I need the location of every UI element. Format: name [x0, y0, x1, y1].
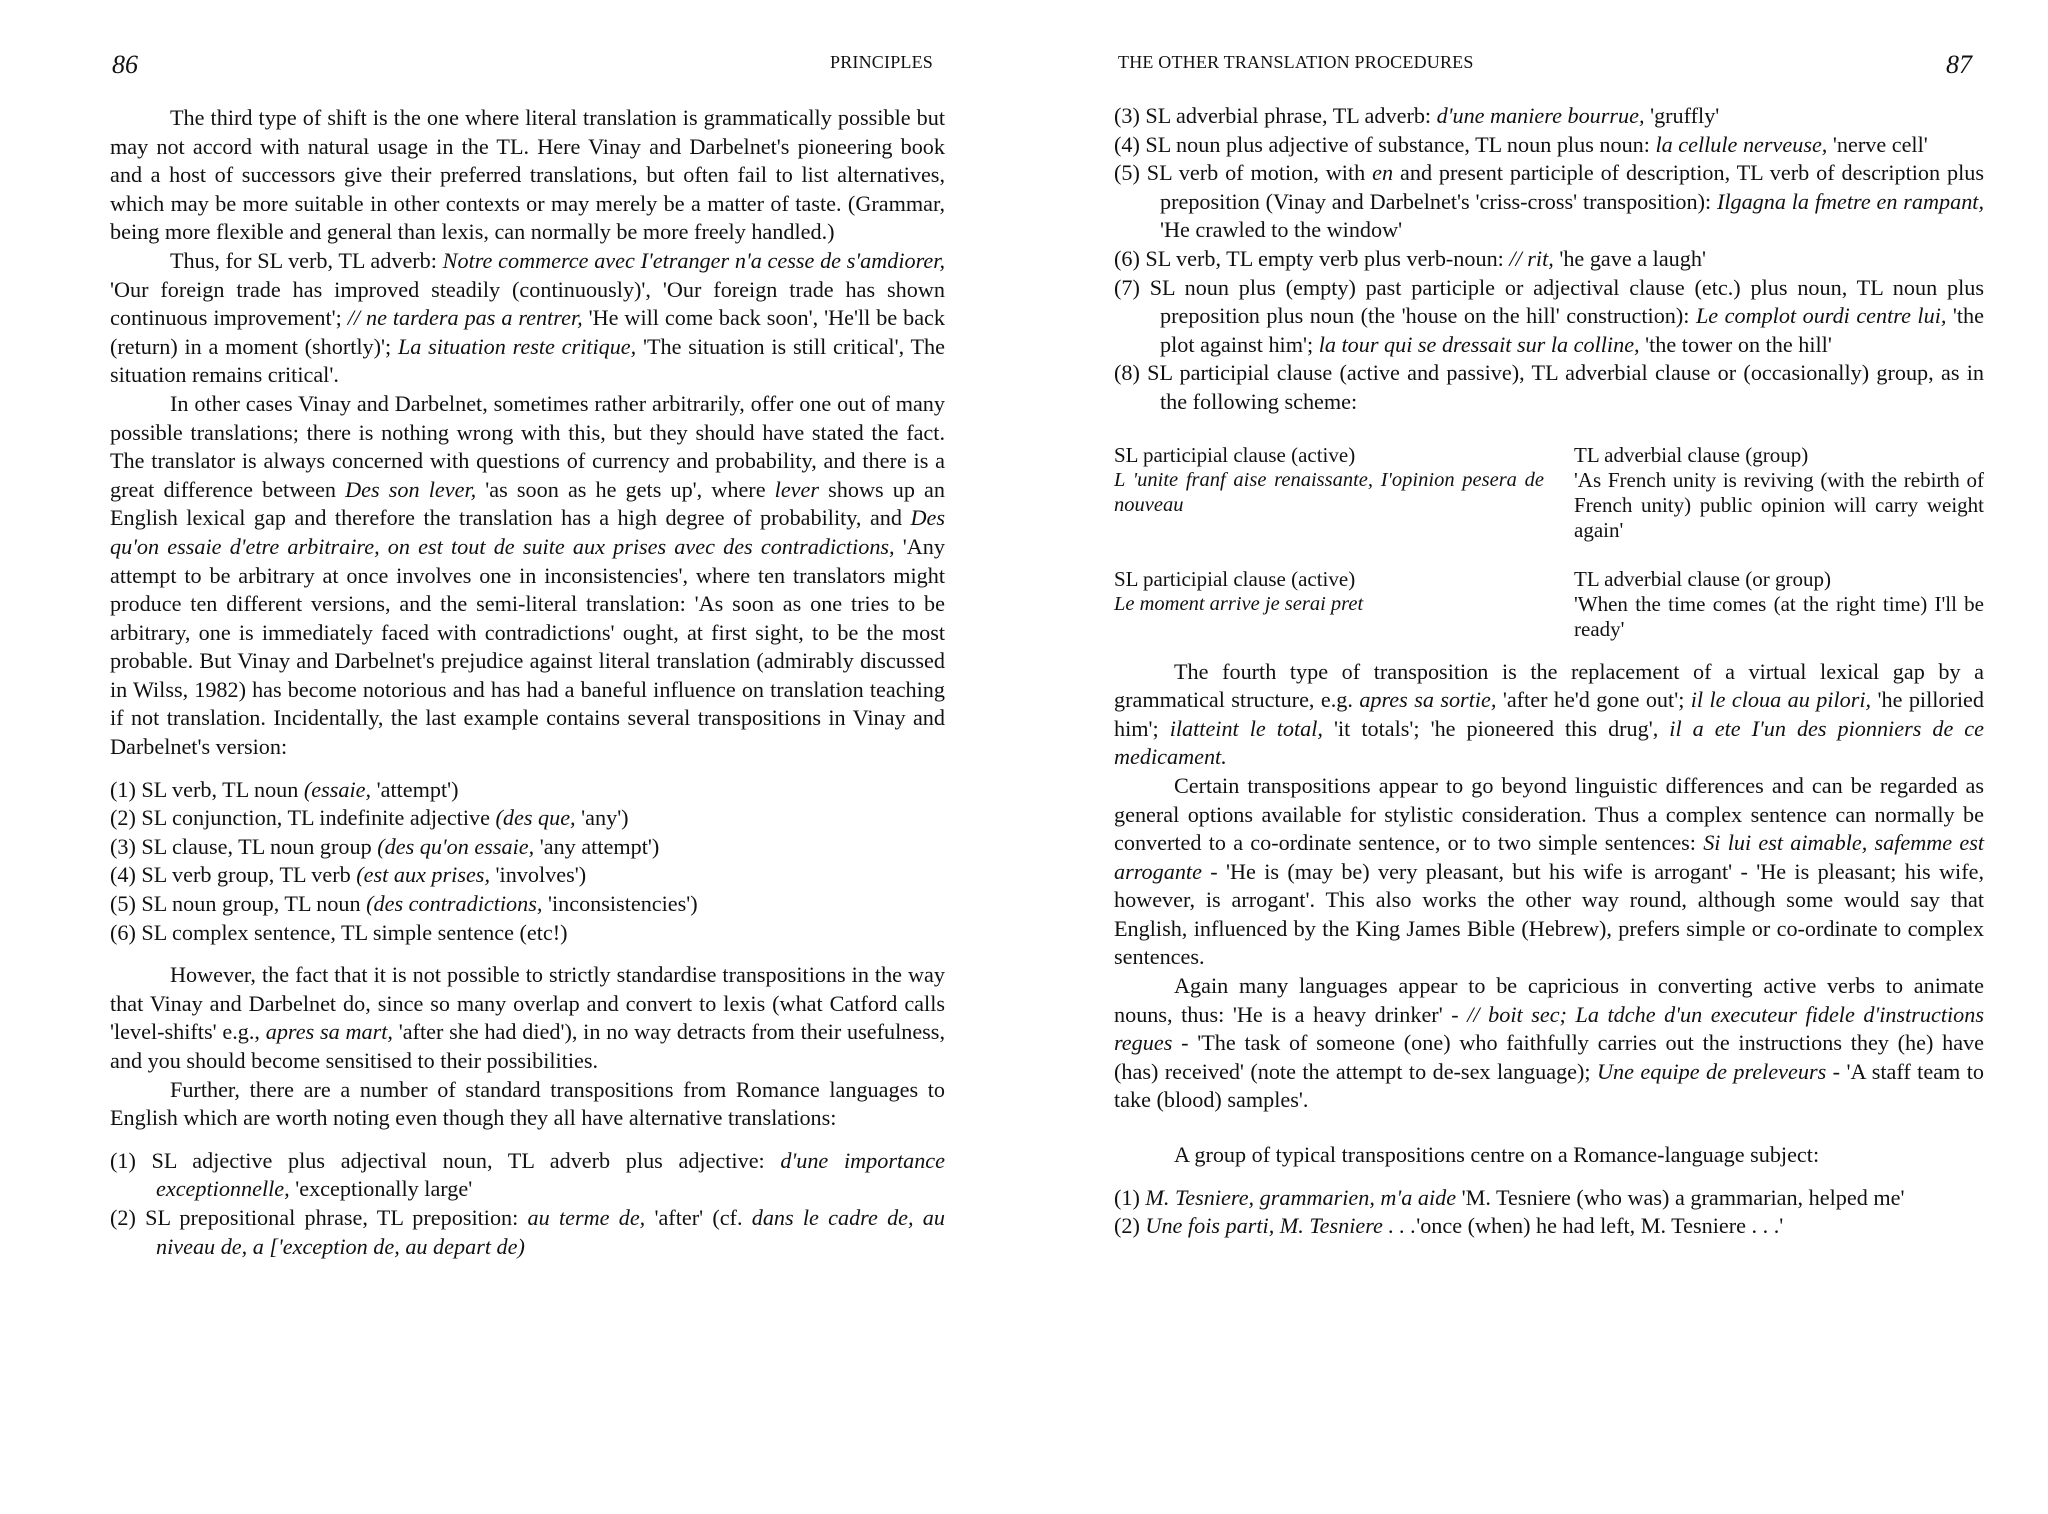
list-item: (4) SL noun plus adjective of substance, TL noun plus noun: la cellule nerveuse, 'nerve cell' [1114, 131, 1928, 157]
scheme-heading: TL adverbial clause (group) [1574, 442, 1809, 467]
scheme-heading: TL adverbial clause (or group) [1574, 566, 1831, 591]
list-item: (4) SL verb group, TL verb (est aux prises, 'involves') [110, 862, 587, 888]
scheme-example: Le moment arrive je serai pret [1114, 592, 1364, 615]
paragraph: Thus, for SL verb, TL adverb: Notre commerce avec I'etranger n'a cesse de s'amdiorer, 'Our foreign trade has improved steadily (continuously)', 'Our foreign trade has shown continuous improvement'; // ne tardera pas a rentrer, 'He will come back soon', 'He'll be back (return) in a moment (shortly)'; La situation reste critique, 'The situation is still critical', The situation remains critical'. [110, 247, 946, 388]
scheme-sl-cell [1114, 567, 1544, 642]
transposition-list [110, 776, 945, 948]
subject-transposition-list [1114, 1184, 1984, 1241]
list-item: (3) SL adverbial phrase, TL adverb: d'une maniere bourrue, 'gruffly' [1114, 103, 1720, 128]
participial-scheme [1114, 443, 1984, 642]
list-item: (5) SL noun group, TL noun (des contradictions, 'inconsistencies') [110, 891, 698, 917]
right-page-number: 87 [1946, 50, 1972, 79]
paragraph: However, the fact that it is not possible to strictly standardise transpositions in the way that Vinay and Darbelnet do, since so many overlap and convert to lexis (what Catford calls 'level-shifts' e.g., apres sa mart, 'after she had died'), in no way detracts from their usefulness, and you should become sensitised to their possibilities. [110, 962, 945, 1073]
list-item: (8) SL participial clause (active and passive), TL adverbial clause or (occasionally) group, as in the following scheme: [1114, 360, 1984, 414]
list-item: (1) M. Tesniere, grammarien, m'a aide 'M. Tesniere (who was) a grammarian, helped me' [1114, 1184, 1905, 1210]
scheme-example: L 'unite franf aise renaissante, I'opinion pesera de nouveau [1114, 468, 1544, 516]
paragraph: Certain transpositions appear to go beyond linguistic differences and can be regarded as general options available for stylistic consideration. Thus a complex sentence can normally be converted to a co-ordinate sentence, or to two simple sentences: Si lui est aimable, safemme est arrogante - 'He is (may be) very pleasant, but his wife is arrogant' - 'He is pleasant; his wife, however, is arrogant'. This also works the other way round, although some would say that English, influenced by the King James Bible (Hebrew), prefers simple or co-ordinate to complex sentences. [1114, 772, 1984, 970]
paragraph: The third type of shift is the one where literal translation is grammatically possible but may not accord with natural usage in the TL. Here Vinay and Darbelnet's pioneering book and a host of successors give their preferred translations, but often fail to list alternatives, which may be more suitable in other contexts or may merely be a matter of taste. (Grammar, being more flexible and general than lexis, can normally be more freely handled.) [110, 105, 945, 245]
transposition-list-continued [1114, 102, 1984, 417]
list-item: (1) SL verb, TL noun (essaie, 'attempt') [110, 776, 459, 802]
scheme-example: 'As French unity is reviving (with the rebirth of French unity) public opinion will carry weight again' [1574, 467, 1984, 542]
scheme-example: 'When the time comes (at the right time) I'll be ready' [1574, 591, 1984, 641]
list-item: (5) SL verb of motion, with en and present participle of description, TL verb of description plus preposition (Vinay and Darbelnet's 'criss-cross' transposition): Ilgagna la fmetre en rampant, 'He crawled to the window' [1114, 160, 1984, 243]
list-item: (2) SL prepositional phrase, TL preposition: au terme de, 'after' (cf. dans le cadre de, au niveau de, a ['exception de, au depart de) [110, 1204, 945, 1259]
right-page [1024, 0, 2048, 1514]
left-running-head: PRINCIPLES [830, 52, 934, 72]
right-text-column [1114, 102, 1984, 1241]
left-page-number: 86 [112, 50, 138, 79]
scheme-heading: SL participial clause (active) [1114, 442, 1356, 467]
list-item: (6) SL complex sentence, TL simple sentence (etc!) [110, 919, 568, 945]
list-item: (6) SL verb, TL empty verb plus verb-noun: // rit, 'he gave a laugh' [1114, 245, 1706, 271]
scheme-tl-cell [1574, 567, 1984, 642]
left-text-column [110, 104, 945, 1261]
romance-transposition-list [110, 1147, 945, 1261]
scheme-sl-cell [1114, 443, 1544, 543]
paragraph: Again many languages appear to be capricious in converting active verbs to animate nouns, thus: 'He is a heavy drinker' - // boit sec; La tdche d'un executeur fidele d'instructions regues - 'The task of someone (one) who faithfully carries out the instructions they (he) have (has) received' (note the attempt to de-sex language); Une equipe de preleveurs - 'A staff team to take (blood) samples'. [1114, 973, 1984, 1113]
paragraph: The fourth type of transposition is the replacement of a virtual lexical gap by a grammatical structure, e.g. apres sa sortie, 'after he'd gone out'; il le cloua au pilori, 'he pilloried him'; ilatteint le total, 'it totals'; 'he pioneered this drug', il a ete I'un des pionniers de ce medicament. [1114, 658, 1985, 770]
scheme-tl-cell [1574, 443, 1984, 543]
list-item: (1) SL adjective plus adjectival noun, TL adverb plus adjective: d'une importance exceptionnelle, 'exceptionally large' [110, 1147, 945, 1202]
list-item: (3) SL clause, TL noun group (des qu'on essaie, 'any attempt') [110, 833, 660, 859]
scheme-heading: SL participial clause (active) [1114, 566, 1356, 591]
paragraph: A group of typical transpositions centre on a Romance-language subject: [1174, 1142, 1820, 1168]
list-item: (7) SL noun plus (empty) past participle or adjectival clause (etc.) plus noun, TL noun plus preposition plus noun (the 'house on the hill' construction): Le complot ourdi centre lui, 'the plot against him'; la tour qui se dressait sur la colline, 'the tower on the hill' [1114, 274, 1984, 357]
list-item: (2) SL conjunction, TL indefinite adjective (des que, 'any') [110, 805, 629, 831]
right-running-head: THE OTHER TRANSLATION PROCEDURES [1118, 52, 1474, 72]
list-item: (2) Une fois parti, M. Tesniere . . .'once (when) he had left, M. Tesniere . . .' [1114, 1213, 1784, 1239]
paragraph: In other cases Vinay and Darbelnet, sometimes rather arbitrarily, offer one out of many possible translations; there is nothing wrong with this, but they should have stated the fact. The translator is always concerned with questions of currency and probability, and there is a great difference between Des son lever, 'as soon as he gets up', where lever shows up an English lexical gap and therefore the translation has a high degree of probability, and Des qu'on essaie d'etre arbitraire, on est tout de suite aux prises avec des contradictions, 'Any attempt to be arbitrary at once involves one in inconsistencies', where ten translators might produce ten different versions, and the semi-literal translation: 'As soon as one tries to be arbitrary, one is immediately faced with contradictions' ought, at first sight, to be the most probable. But Vinay and Darbelnet's prejudice against literal translation (admirably discussed in Wilss, 1982) has become notorious and has had a baneful influence on translation teaching if not translation. Incidentally, the last example contains several transpositions in Vinay and Darbelnet's version: [110, 390, 945, 760]
paragraph: Further, there are a number of standard transpositions from Romance languages to English which are worth noting even though they all have alternative translations: [110, 1076, 945, 1131]
